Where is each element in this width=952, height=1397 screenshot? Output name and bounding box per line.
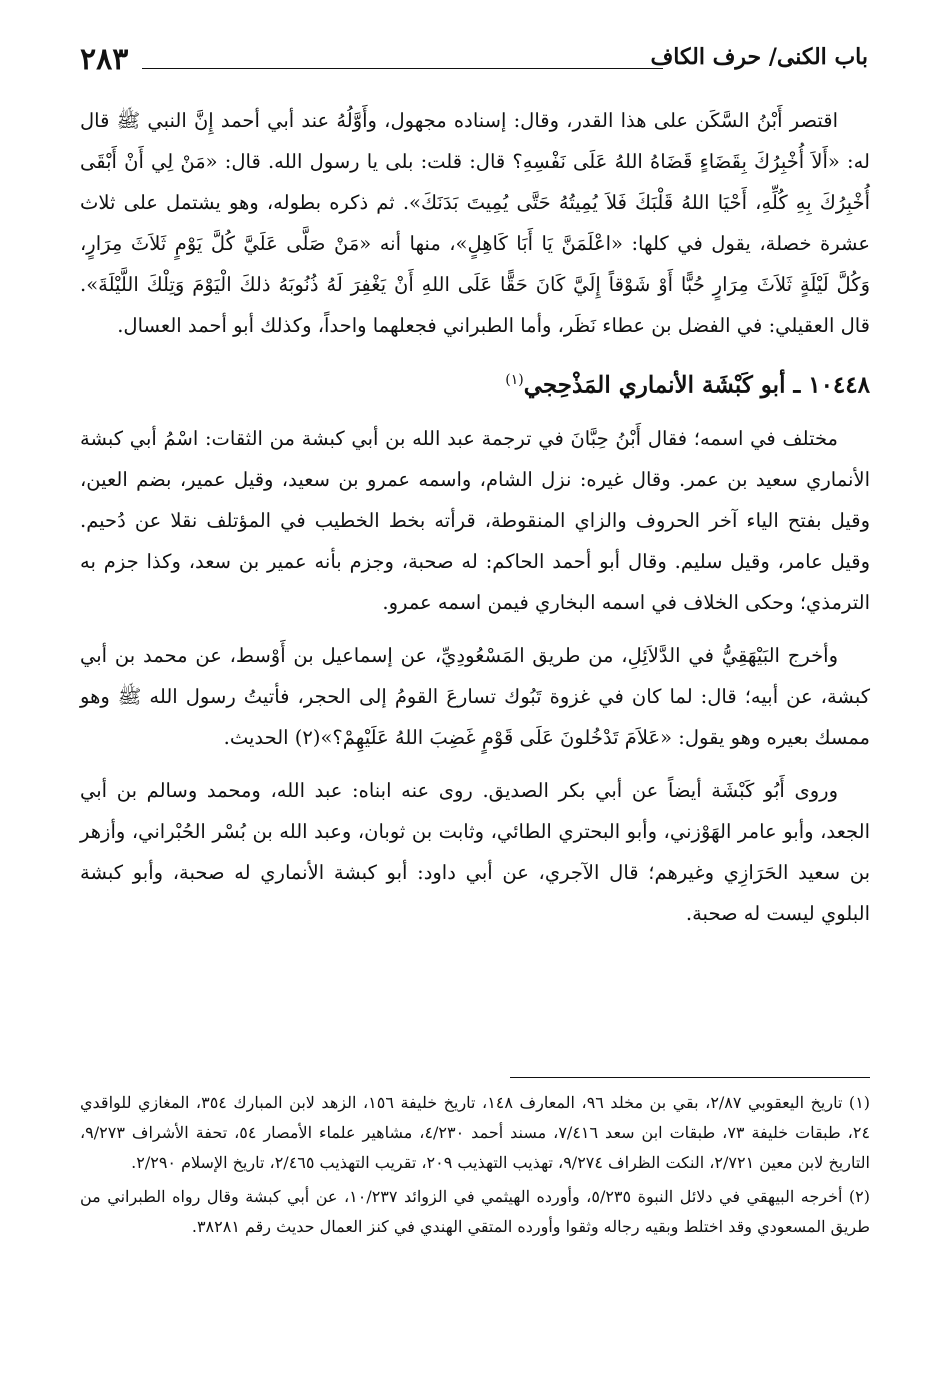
paragraph-2: مختلف في اسمه؛ فقال أَبْنُ حِبَّانَ في ترجمة عبد الله بن أبي كبشة من الثقات: اسْمُ أبي كبشة الأنماري سعيد بن عمر. وقال غيره: نزل الشام، واسمه عمرو بن سعيد، وقيل عمير، بضم العين، وقيل بفتح الياء آخر الحروف والزاي المنقوطة، قرأته بخط الخطيب في المؤتلف نقلا عن دُحيم. وقيل عامر، وقيل سليم. وقال أبو أحمد الحاكم: له صحبة، وجزم بأنه عمير بن سعد، وكذا جزم به الترمذي؛ وحكى الخلاف في اسمه البخاري فيمن اسمه عمرو. [80,426,870,614]
main-text [80,100,870,946]
running-title: باب الكنى/ حرف الكاف [650,44,868,70]
paragraph-4: وروى أَبُو كَبْشَة أيضاً عن أبي بكر الصديق. روى عنه ابناه: عبد الله، ومحمد وسالم بن أبي الجعد، وأبو عامر الهَوْزني، وأبو البحتري الطائي، وثابت بن ثوبان، وعبد الله بن بُسْر الحُبْراني، وأزهر بن سعيد الحَرَازِي وغيرهم؛ قال الآجري، عن أبي داود: أبو كبشة الأنماري له صحبة، وأبو كبشة البلوي ليست له صحبة. [80,778,870,925]
footnote-1: (١) تاريخ اليعقوبي ٢/٨٧، بقي بن مخلد ٩٦، المعارف ١٤٨، تاريخ خليفة ١٥٦، الزهد لابن المبارك ٣٥٤، المغازي للواقدي ٢٤، طبقات خليفة ٧٣، طبقات ابن سعد ٧/٤١٦، مسند أحمد ٤/٢٣٠، مشاهير علماء الأمصار ٥٤، تحفة الأشراف ٩/٢٧٣، التاريخ لابن معين ٢/٧٢١، النكت الظراف ٩/٢٧٤، تهذيب التهذيب ٢٠٩، تقريب التهذيب ٢/٤٦٥، تاريخ الإسلام ٢/٢٩٠. [80,1093,871,1172]
footnote-2: (٢) أخرجه البيهقي في دلائل النبوة ٥/٢٣٥، وأورده الهيثمي في الزوائد ١٠/٢٣٧، عن أبي كبشة وقال رواه الطبراني من طريق المسعودي وقد اختلط وبقيه رجاله وثقوا وأورده المتقي الهندي في كنز العمال حديث رقم ٣٨٢٨١. [80,1187,870,1236]
footnote-ref-1: (١) [505,372,524,388]
paragraph-3: وأخرج البَيْهَقِيُّ في الدَّلاَئِلِ، من طريق المَسْعُودِيِّ، عن إسماعيل بن أَوْسط، عن محمد بن أبي كبشة، عن أبيه؛ قال: لما كان في غزوة تَبُوك تسارعَ القومُ إلى الحجر، فأتيتُ رسول الله ﷺ وهو ممسك بعيره وهو يقول: «عَلاَمَ تَدْخُلونَ عَلَى قَوْمٍ غَضِبَ اللهُ عَلَيْهِمْ؟»(٢) الحديث. [80,643,870,749]
entry-heading-text: ١٠٤٤٨ ـ أبو كَبْشَة الأنماري المَذْحِجي [523,371,870,399]
entry-heading [80,358,870,408]
paragraph-1: اقتصر أَبْنُ السَّكَن على هذا القدر، وقال: إسناده مجهول، وأَوَّلُهُ عند أبي أحمد إِنَّ النبي ﷺ قال له: «أَلاَ أُخْبِرُكَ بِقَضَاءٍ قَضَاهُ اللهُ عَلَى نَفْسِهِ؟ قال: قلت: بلى يا رسول الله. قال: «مَنْ لِي أَنْ أَبْقَى أُخْبِرُكَ بِهِ كُلِّهِ، أَحْيَا اللهُ قَلْبَكَ فَلاَ يُمِيتُهُ حَتَّى يُمِيتَ بَدَنَكَ». ثم ذكره بطوله، وهو يشتمل على ثلاث عشرة خصلة، يقول في كلها: «اعْلَمَنَّ يَا أَبَا كَاهِلٍ»، منها أنه «مَنْ صَلَّى عَلَيَّ كُلَّ يَوْمٍ ثَلاَثَ مِرَارٍ، وَكُلَّ لَيْلَةٍ ثَلاَثَ مِرَارٍ حُبًّا أَوْ شَوْقاً إِلَيَّ كَانَ حَقًّا عَلَى اللهِ أَنْ يَغْفِرَ لَهُ ذُنُوبَهُ ذلكَ الْيَوْمَ وَتِلْكَ اللَّيْلَةَ». قال العقيلي: في الفضل بن عطاء نَظَر، وأما الطبراني فجعلهما واحداً، وكذلك أبو أحمد العسال. [80,109,870,337]
page-number: ٢٨٣ [80,42,129,77]
footnotes [80,1088,870,1246]
header-rule [142,68,663,69]
footnote-separator [510,1077,870,1078]
page-header [80,40,868,88]
